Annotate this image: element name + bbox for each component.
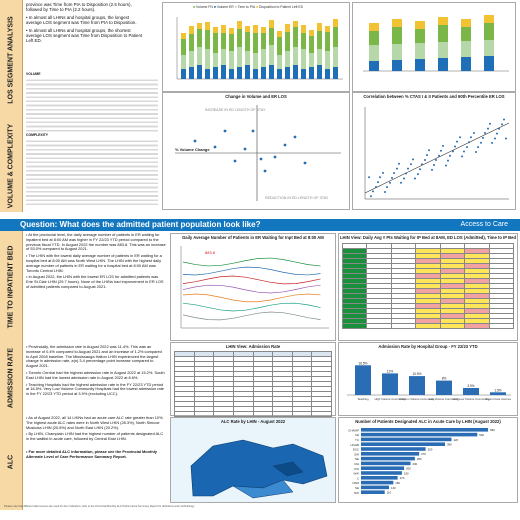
- stack-segment: [213, 27, 218, 33]
- scatter-point: [431, 169, 433, 171]
- category-label: C: [356, 476, 359, 481]
- scatter-point: [442, 145, 444, 147]
- stack-segment: [293, 21, 298, 27]
- category-label: CW: [354, 466, 359, 471]
- stack-segment: [221, 65, 226, 79]
- stack-segment: [221, 49, 226, 65]
- stack-segment: [285, 51, 290, 67]
- chart-title: Admission Rate by Hospital Group - FY 22/23 YTD: [378, 344, 478, 349]
- scatter-point: [496, 133, 498, 135]
- scatter-point: [304, 162, 307, 165]
- scatter-point: [445, 165, 447, 167]
- scatter-point: [393, 172, 395, 174]
- lhin-table: [342, 243, 514, 329]
- correlation-chart: [352, 92, 516, 210]
- scatter-point: [456, 141, 458, 143]
- stack-segment: [189, 51, 194, 67]
- scatter-point: [428, 149, 430, 151]
- category-label: Medium Volume Community: [399, 397, 435, 401]
- scatter-point: [482, 137, 484, 139]
- stack-segment: [293, 65, 298, 79]
- category-label: SW: [354, 452, 359, 457]
- scatter-point: [252, 130, 255, 133]
- data-label: 250: [416, 457, 422, 461]
- scatter-point: [424, 159, 426, 161]
- data-label: 270: [421, 452, 426, 457]
- admission-group-bars: [341, 351, 513, 413]
- stack-segment: [205, 69, 210, 79]
- scatter-point: [491, 142, 493, 144]
- admission-table: [174, 351, 332, 417]
- stack-segment: [484, 23, 494, 40]
- stack-segment: [285, 24, 290, 32]
- stack-segment: [415, 43, 425, 59]
- chart-title: Number of Patients Designated ALC in Acute Care by LHIN (August 2022): [355, 419, 501, 424]
- scatter-point: [426, 154, 428, 156]
- los-group-chart: [352, 2, 516, 92]
- stack-segment: [325, 51, 330, 69]
- stack-segment: [253, 69, 258, 79]
- scatter-point: [466, 146, 468, 148]
- stack-segment: [369, 45, 379, 61]
- category-label: CHAMP: [348, 428, 359, 433]
- series-line: [183, 303, 321, 311]
- scatter-point: [414, 178, 416, 180]
- bar: [436, 381, 452, 395]
- scatter-point: [294, 136, 297, 139]
- scatter-point: [447, 160, 449, 162]
- stack-segment: [213, 67, 218, 79]
- er-waiting-lines: [173, 242, 333, 338]
- category-label: Low Volume Community: [428, 397, 460, 401]
- scatter-point: [284, 144, 287, 147]
- stack-segment: [205, 49, 210, 69]
- stack-segment: [293, 47, 298, 65]
- stack-segment: [369, 61, 379, 71]
- stack-segment: [293, 27, 298, 47]
- los-bars: [165, 13, 345, 87]
- scatter-point: [494, 138, 496, 140]
- stack-segment: [415, 29, 425, 43]
- stack-segment: [285, 32, 290, 51]
- stack-segment: [461, 41, 471, 57]
- scatter-point: [260, 158, 263, 161]
- series-line: [183, 312, 321, 320]
- bar: [409, 376, 425, 395]
- scatter-point: [214, 146, 217, 149]
- los-segment-chart: [162, 2, 350, 92]
- alc-bullets: • As of August 2022, all 14 LHINs had an acute care ALC rate greater than 10%. The highest acute ALC rates were in North West LHIN (28.3%), North Simcoe Muskoka LHIN (20.8%) and North East LHIN (20.2%). • By LHIN, Champlain LHIN had the highest number of patients designated ALC in the waitlist in acute care, followed by Central East LHIN. • For more detailed ALC information, please see the Provincial Monthly Alternate Level of Care Performance Summary Report.: [26, 415, 164, 459]
- stack-segment: [181, 33, 186, 39]
- stack-segment: [301, 33, 306, 49]
- stack-segment: [197, 47, 202, 65]
- scatter-point: [372, 190, 374, 192]
- scatter-point: [389, 182, 391, 184]
- scatter-point: [386, 186, 388, 188]
- stack-segment: [181, 55, 186, 69]
- stack-segment: [285, 67, 290, 79]
- stack-segment: [369, 31, 379, 45]
- bar: [382, 373, 398, 395]
- stack-segment: [269, 28, 274, 45]
- stack-segment: [237, 29, 242, 47]
- stack-segment: [197, 29, 202, 47]
- stack-segment: [317, 65, 322, 79]
- stack-segment: [237, 47, 242, 67]
- stack-segment: [269, 20, 274, 28]
- scatter-point: [400, 182, 402, 184]
- change-volume-chart: [162, 92, 350, 210]
- scatter-point: [487, 128, 489, 130]
- stack-segment: [392, 19, 402, 27]
- stack-segment: [317, 31, 322, 49]
- stack-segment: [229, 28, 234, 34]
- stack-segment: [245, 65, 250, 79]
- bar: [490, 392, 506, 395]
- scatter-point: [379, 176, 381, 178]
- scatter-point: [375, 186, 377, 188]
- bar: [361, 442, 445, 446]
- time-bullets: • At the provincial level, the daily average number of patients in ER waiting for inpatient bed at 8:00 AM was higher in FY 22/23 YTD period compared to the previous fiscal YTD. In August 2022 the number was 883.8. This was an increase of 53.0% compared to August 2021. • The LHIN with the lowest daily average number of patients in ER waiting for a hospital bed at 8:00 AM was North West LHIN. The LHIN with the highest daily average number of patients in ER waiting for a hospital bed at 8:00 AM was Toronto Central LHIN. • In August 2022, the LHIN with the lowest ER LOS for admitted patients was Erie St.Clair LHIN (29.7 hours). None of the LHINs had improvement in ER LOS of admitted patients compared to August 2021.: [26, 232, 166, 289]
- chart-title: ALC Rate by LHIN - August 2022: [220, 419, 286, 424]
- chart-legend: ■ Volume FN ■ Volume ER ■ Time to PIA ■ Disposition to Patient Left ED: [193, 5, 304, 9]
- scatter-point: [501, 123, 503, 125]
- side-label-los: LOS SEGMENT ANALYSIS: [0, 0, 23, 120]
- stack-segment: [189, 26, 194, 34]
- banner-question: Question: What does the admitted patient population look like?: [20, 220, 261, 229]
- stack-segment: [213, 53, 218, 67]
- stack-segment: [245, 26, 250, 32]
- er-waiting-chart: [170, 233, 336, 341]
- stack-segment: [253, 53, 258, 69]
- stack-segment: [317, 23, 322, 31]
- stack-segment: [205, 22, 210, 30]
- stack-segment: [253, 25, 258, 33]
- stack-segment: [189, 67, 194, 79]
- series-line: [183, 258, 321, 266]
- data-label: 590: [490, 428, 495, 433]
- scatter-point: [470, 136, 472, 138]
- stack-segment: [261, 27, 266, 33]
- side-label-admission: ADMISSION RATE: [0, 343, 23, 413]
- data-label: 200: [406, 466, 411, 471]
- admission-group-chart: [338, 342, 518, 416]
- data-label: 170: [399, 476, 405, 481]
- alc-patients-chart: [338, 417, 518, 503]
- stack-segment: [392, 60, 402, 71]
- bar: [361, 481, 393, 485]
- bar: [361, 457, 415, 461]
- scatter-point: [435, 159, 437, 161]
- stack-segment: [277, 31, 282, 37]
- scatter-point: [452, 150, 454, 152]
- scatter-point: [459, 136, 461, 138]
- bar: [361, 438, 451, 442]
- stack-segment: [333, 27, 338, 47]
- stack-segment: [269, 45, 274, 65]
- stack-segment: [189, 34, 194, 51]
- stack-segment: [181, 39, 186, 55]
- stack-segment: [221, 33, 226, 49]
- category-label: ESC: [352, 447, 359, 452]
- stack-segment: [197, 65, 202, 79]
- stack-segment: [438, 42, 448, 58]
- stack-segment: [309, 36, 314, 53]
- data-label: 390: [447, 442, 452, 447]
- stack-segment: [253, 33, 258, 53]
- scatter-point: [468, 141, 470, 143]
- scatter-point: [473, 132, 475, 134]
- side-label-volume: VOLUME & COMPLEXITY: [0, 120, 23, 212]
- category-label: Urgent Care Centres: [485, 397, 511, 401]
- series-line: [183, 267, 321, 275]
- data-label: 190: [403, 471, 409, 476]
- scatter-point: [417, 173, 419, 175]
- bar: [361, 490, 385, 494]
- stack-segment: [269, 65, 274, 79]
- stack-segment: [309, 67, 314, 79]
- scatter-point: [454, 146, 456, 148]
- scatter-point: [264, 170, 267, 173]
- value-label: 883.8: [205, 250, 216, 255]
- data-label: 3.9%: [467, 383, 475, 388]
- stack-segment: [277, 69, 282, 79]
- data-label: 12%: [386, 369, 394, 374]
- volume-text: VOLUME COMPLEXITY: [26, 72, 158, 206]
- bar: [463, 388, 479, 395]
- stack-segment: [213, 33, 218, 53]
- bar: [361, 433, 477, 437]
- stack-segment: [415, 59, 425, 71]
- scatter-point: [244, 148, 247, 151]
- scatter-point: [396, 168, 398, 170]
- stack-segment: [245, 51, 250, 65]
- data-label: 10.5%: [412, 372, 422, 377]
- chart-title: LHIN View: Daily Avg # Pts Waiting for IP Bed at 8AM, ED LOS (Admitted), Time to IP Bed: [339, 235, 517, 240]
- scatter-point: [403, 177, 405, 179]
- data-label: 150: [395, 481, 400, 485]
- scatter-point: [377, 181, 379, 183]
- series-line: [183, 285, 321, 293]
- stack-segment: [317, 49, 322, 65]
- category-label: High Volume Community: [374, 397, 406, 401]
- stack-segment: [181, 69, 186, 79]
- lhin-view-table: [338, 233, 518, 341]
- scatter-point: [484, 132, 486, 134]
- bar: [361, 462, 411, 466]
- stack-segment: [369, 23, 379, 31]
- banner-right: Access to Care: [460, 220, 508, 228]
- stack-segment: [245, 32, 250, 51]
- volume-change-label: % Volume Change: [175, 147, 210, 152]
- bar: [355, 365, 371, 395]
- data-label: 420: [453, 437, 459, 442]
- scatter-point: [407, 168, 409, 170]
- stack-segment: [438, 25, 448, 42]
- scatter-point: [410, 163, 412, 165]
- scatter-point: [477, 146, 479, 148]
- series-line: [183, 276, 321, 284]
- ontario-map: [173, 426, 333, 500]
- scatter-point: [461, 155, 463, 157]
- stack-segment: [333, 67, 338, 79]
- admission-rate-table: [170, 342, 336, 416]
- stack-segment: [261, 33, 266, 49]
- reduction-note: REDUCTION IN ED LENGTH OF STAY: [265, 196, 329, 200]
- data-label: 110: [386, 490, 392, 495]
- category-label: NE: [354, 457, 359, 462]
- admission-bullets: • Provincially, the admission rate in August 2022 was 11.4%. This was an increase of 0.4% compared to August 2021 and an increase of 1.2% compared to April 2008 baseline. The Mississauga Halton LHIN experienced the largest change in admission rate, a(n) 3.4 percentage point increase compared to August 2021. • Toronto Central had the highest admission rate in August 2022 at 15.2%. South East LHIN had the lowest admission rate in August 2022 at 8.6%. • Teaching Hospitals had the highest admission rate in the FY 22/23 YTD period at 16.5%. Very Low Volume Community Hospitals had the lowest admission rate in the FY 22/23 YTD period at 3.9% (excluding UCC).: [26, 344, 165, 397]
- scatter-point: [391, 177, 393, 179]
- scatter-point: [433, 164, 435, 166]
- category-label: NW: [354, 490, 359, 495]
- stack-segment: [484, 15, 494, 23]
- stack-segment: [229, 51, 234, 69]
- chart-title: Daily Average Number of Patients in ER Waiting for Inpt Bed at 8:00 AM: [182, 235, 324, 240]
- scatter-point: [421, 163, 423, 165]
- bar: [361, 428, 488, 432]
- stack-segment: [325, 32, 330, 51]
- stack-segment: [333, 47, 338, 67]
- footnote: Please note that different data sources are used for ALC indicators; refer to the Provincial Monthly ALC Performance Summary Report for definitions and methodology.: [4, 505, 195, 508]
- scatter-point: [480, 142, 482, 144]
- category-label: HNHB: [350, 442, 359, 447]
- data-label: 8%: [441, 376, 447, 381]
- chart-title: LHIN View: Admission Rate: [225, 344, 281, 349]
- los-bullets: province was Time from PIA to Disposition (2.5 hours), followed by Time to PIA (2.2 hours). • In almost all LHINs and hospital groups, the longest average LOS segment was Time from PIA to Disposition. • In almost all LHINs and hospital groups, the shortest average LOS segment was Time from Disposition to Patient Left ED.: [26, 2, 143, 44]
- scatter-point: [438, 155, 440, 157]
- stack-segment: [461, 57, 471, 71]
- scatter-point: [224, 130, 227, 133]
- change-scatter: [165, 101, 345, 205]
- data-label: 130: [391, 485, 396, 490]
- chart-title: Correlation between % CTAS I & II Patients and 90th Percentile ER LOS: [363, 94, 505, 99]
- scatter-point: [503, 118, 505, 120]
- category-label: TC: [355, 438, 359, 442]
- scatter-point: [440, 150, 442, 152]
- data-label: 540: [479, 433, 484, 437]
- scatter-point: [498, 128, 500, 130]
- scatter-point: [194, 140, 197, 143]
- stack-segment: [325, 26, 330, 32]
- section-banner: [0, 219, 520, 231]
- scatter-point: [384, 191, 386, 193]
- alc-patients-bars: [341, 426, 513, 500]
- stack-segment: [261, 67, 266, 79]
- data-label: 1.5%: [494, 388, 502, 393]
- stack-segment: [237, 67, 242, 79]
- stack-segment: [484, 40, 494, 56]
- scatter-point: [505, 138, 507, 140]
- stack-segment: [484, 56, 494, 71]
- chart-title: Change in Volume and ER LOS: [225, 94, 287, 99]
- scatter-point: [489, 123, 491, 125]
- stack-segment: [438, 58, 448, 71]
- bar: [361, 466, 404, 470]
- side-label-alc: ALC: [0, 413, 23, 510]
- scatter-point: [419, 168, 421, 170]
- bar: [361, 452, 419, 456]
- bar: [361, 471, 402, 475]
- stack-segment: [277, 37, 282, 55]
- stack-segment: [205, 30, 210, 49]
- stack-segment: [301, 49, 306, 69]
- stack-segment: [461, 27, 471, 41]
- data-label: 16.5%: [358, 361, 368, 366]
- series-line: [183, 294, 321, 302]
- category-label: WW: [353, 471, 359, 476]
- stack-segment: [197, 23, 202, 29]
- data-label: 230: [412, 461, 418, 466]
- correlation-scatter: [355, 103, 511, 205]
- stack-segment: [261, 49, 266, 67]
- scatter-point: [368, 176, 370, 178]
- stack-segment: [333, 19, 338, 27]
- bar: [361, 486, 389, 490]
- scatter-point: [449, 155, 451, 157]
- category-label: MH: [354, 462, 359, 466]
- stack-segment: [229, 34, 234, 51]
- data-label: 300: [427, 447, 433, 452]
- category-label: CE: [354, 433, 359, 438]
- scatter-point: [412, 158, 414, 160]
- category-label: Teaching: [357, 397, 369, 401]
- category-label: Very Low Volume Community: [452, 397, 490, 401]
- stack-segment: [301, 25, 306, 33]
- scatter-point: [382, 172, 384, 174]
- stack-segment: [325, 69, 330, 79]
- alc-map: [170, 417, 336, 503]
- side-label-time: TIME TO INPATIENT BED: [0, 231, 23, 343]
- los-group-bars: [355, 9, 511, 87]
- stack-segment: [461, 19, 471, 27]
- scatter-point: [274, 156, 277, 159]
- stack-segment: [309, 30, 314, 36]
- scatter-point: [463, 150, 465, 152]
- bar: [361, 476, 398, 480]
- bar: [361, 447, 426, 451]
- category-label: NSM: [352, 481, 359, 486]
- stack-segment: [392, 27, 402, 44]
- stack-segment: [237, 21, 242, 29]
- increase-note: INCREASE IN ED LENGTH OF STAY: [205, 108, 266, 112]
- stack-segment: [277, 55, 282, 69]
- category-label: SE: [354, 486, 359, 490]
- scatter-point: [398, 163, 400, 165]
- stack-segment: [392, 44, 402, 60]
- scatter-point: [405, 173, 407, 175]
- scatter-point: [234, 160, 237, 163]
- stack-segment: [309, 53, 314, 67]
- stack-segment: [438, 17, 448, 25]
- stack-segment: [221, 25, 226, 33]
- stack-segment: [229, 69, 234, 79]
- stack-segment: [415, 21, 425, 29]
- stack-segment: [301, 69, 306, 79]
- scatter-point: [475, 151, 477, 153]
- scatter-point: [370, 195, 372, 197]
